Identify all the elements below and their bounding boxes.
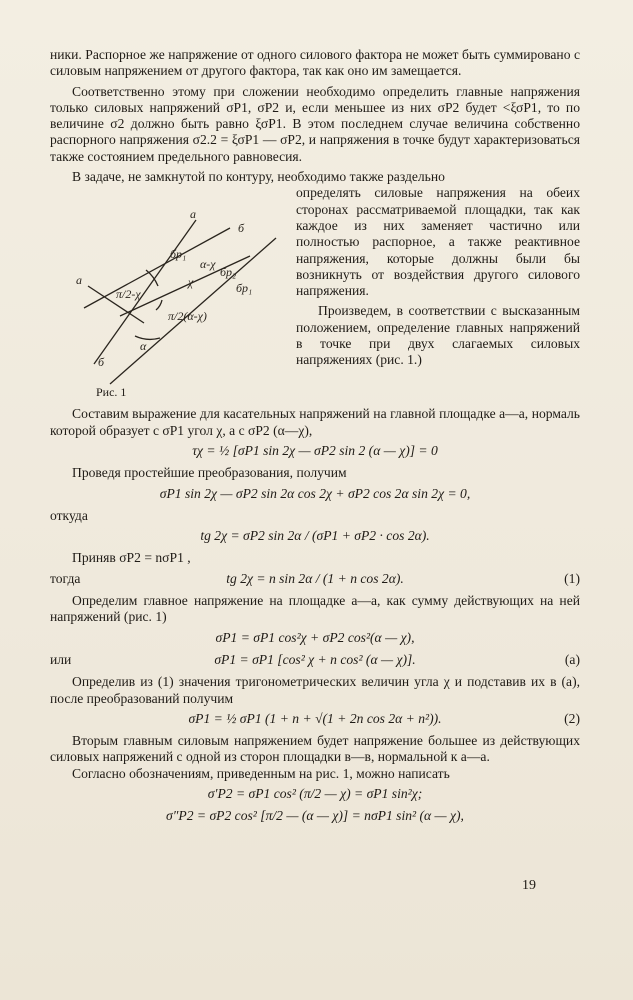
angle-arc bbox=[156, 300, 162, 310]
angle-arc bbox=[146, 270, 158, 286]
equation-final-row bbox=[50, 711, 580, 727]
figure-1 bbox=[50, 188, 288, 406]
label-or: или bbox=[50, 651, 72, 667]
paragraph: Составим выражение для касательных напряжений на главной площадке а—а, нормаль которой образует с σP1 угол χ, а с σP2 (α—χ), bbox=[50, 406, 580, 438]
equation-tg2: tg 2χ = n sin 2α / (1 + n cos 2α). bbox=[226, 570, 404, 586]
paragraph: Согласно обозначениям, приведенным на рис. 1, можно написать bbox=[72, 765, 450, 781]
equation-tg2-row bbox=[50, 571, 580, 587]
label-chi: χ bbox=[188, 275, 194, 290]
label-left-b: б bbox=[98, 355, 105, 370]
paragraph: В задаче, не замкнутой по контуру, необходимо также раздельно bbox=[72, 169, 445, 185]
label-sp1-a: бр₁ bbox=[170, 247, 187, 262]
equation-sigma-p1-a: σP1 = σP1 [cos² χ + n cos² (α — χ)]. bbox=[214, 651, 416, 667]
page-number: 19 bbox=[522, 878, 536, 893]
paragraph-wrapped: определять силовые напряжения на обеих сторонах рассматриваемой площадки, так как каждое из них заменяет частично или полностью распорное, а также реактивное напряжения, которые должны были бы возникнуть от воздействия другого силового напряжения. bbox=[296, 185, 580, 299]
paragraph: Соответственно этому при сложении необходимо определить главные напряжения только силовых напряжений σP1, σP2 и, если меньшее из них σP2 будет <ξσP1, то по величине σ2 должно быть равно ξσP1. В этом последнем случае величина собственно распорного напряжения σ2.2 = ξσP1 — σP2, и напряжения в точке будут характеризоваться также состоянием предельного равновесия. bbox=[50, 83, 580, 164]
label-alpha-minus-chi: α-χ bbox=[200, 257, 216, 272]
paragraph: откуда bbox=[50, 507, 88, 523]
label-top-a: а bbox=[190, 207, 196, 222]
equation-number: (2) bbox=[564, 710, 580, 726]
paragraph: Вторым главным силовым напряжением будет напряжение большее из действующих силовых напряжений с одной из сторон площадки в—в, нормальной к а—а. bbox=[50, 733, 580, 765]
label-alpha: α bbox=[140, 339, 147, 354]
force-diagram bbox=[50, 188, 288, 406]
equation-sigma-p1: σP1 = σP1 cos²χ + σP2 cos²(α — χ), bbox=[215, 629, 415, 645]
label-sp2: бр₂ bbox=[220, 265, 237, 280]
page-body bbox=[50, 47, 580, 831]
equation-number: (a) bbox=[564, 651, 580, 667]
equation-sp2-prime: σ′P2 = σP1 cos² (π/2 — χ) = σP1 sin²χ; bbox=[207, 786, 423, 802]
paragraph: ники. Распорное же напряжение от одного силового фактора не может быть суммировано с силовым напряжением от другого фактора, так как оно им замещается. bbox=[50, 47, 580, 79]
label-pi2: π/2(α-χ) bbox=[168, 309, 207, 324]
equation-sigma-p1-a-row bbox=[50, 652, 580, 668]
equation-transformed: σP1 sin 2χ — σP2 sin 2α cos 2χ + σP2 cos 2α sin 2χ = 0, bbox=[159, 485, 471, 501]
label-sp1-b: бр₁ bbox=[236, 281, 253, 296]
paragraph: Определив из (1) значения тригонометрических величин угла χ и подставив их в (а), после преобразований получим bbox=[50, 674, 580, 706]
figure-caption: Рис. 1 bbox=[96, 385, 127, 400]
paragraph: Проведя простейшие преобразования, получим bbox=[72, 465, 347, 481]
label-top-b: б bbox=[238, 221, 245, 236]
equation-tau: τχ = ½ [σP1 sin 2χ — σP2 sin 2 (α — χ)] = 0 bbox=[192, 442, 438, 458]
equation-final: σP1 = ½ σP1 (1 + n + √(1 + 2n cos 2α + n²)). bbox=[188, 710, 442, 726]
paragraph: Определим главное напряжение на площадке а—а, как сумму действующих на ней напряжений (рис. 1) bbox=[50, 593, 580, 625]
angle-arc bbox=[135, 336, 160, 339]
label-then: тогда bbox=[50, 570, 81, 586]
paragraph: Произведем, в соответствии с высказанным положением, определение главных напряжений в точке при двух слагаемых силовых напряжениях (рис. 1.) bbox=[296, 303, 580, 368]
equation-sp2-dprime: σ″P2 = σP2 cos² [π/2 — (α — χ)] = nσP1 sin² (α — χ), bbox=[166, 808, 464, 824]
equation-number: (1) bbox=[564, 570, 580, 586]
label-pi2-chi: π/2-χ bbox=[116, 287, 141, 302]
paragraph: Приняв σP2 = nσP1 , bbox=[72, 550, 191, 566]
label-left-a: а bbox=[76, 273, 82, 288]
equation-tg1: tg 2χ = σP2 sin 2α / (σP1 + σP2 · cos 2α). bbox=[200, 528, 430, 544]
